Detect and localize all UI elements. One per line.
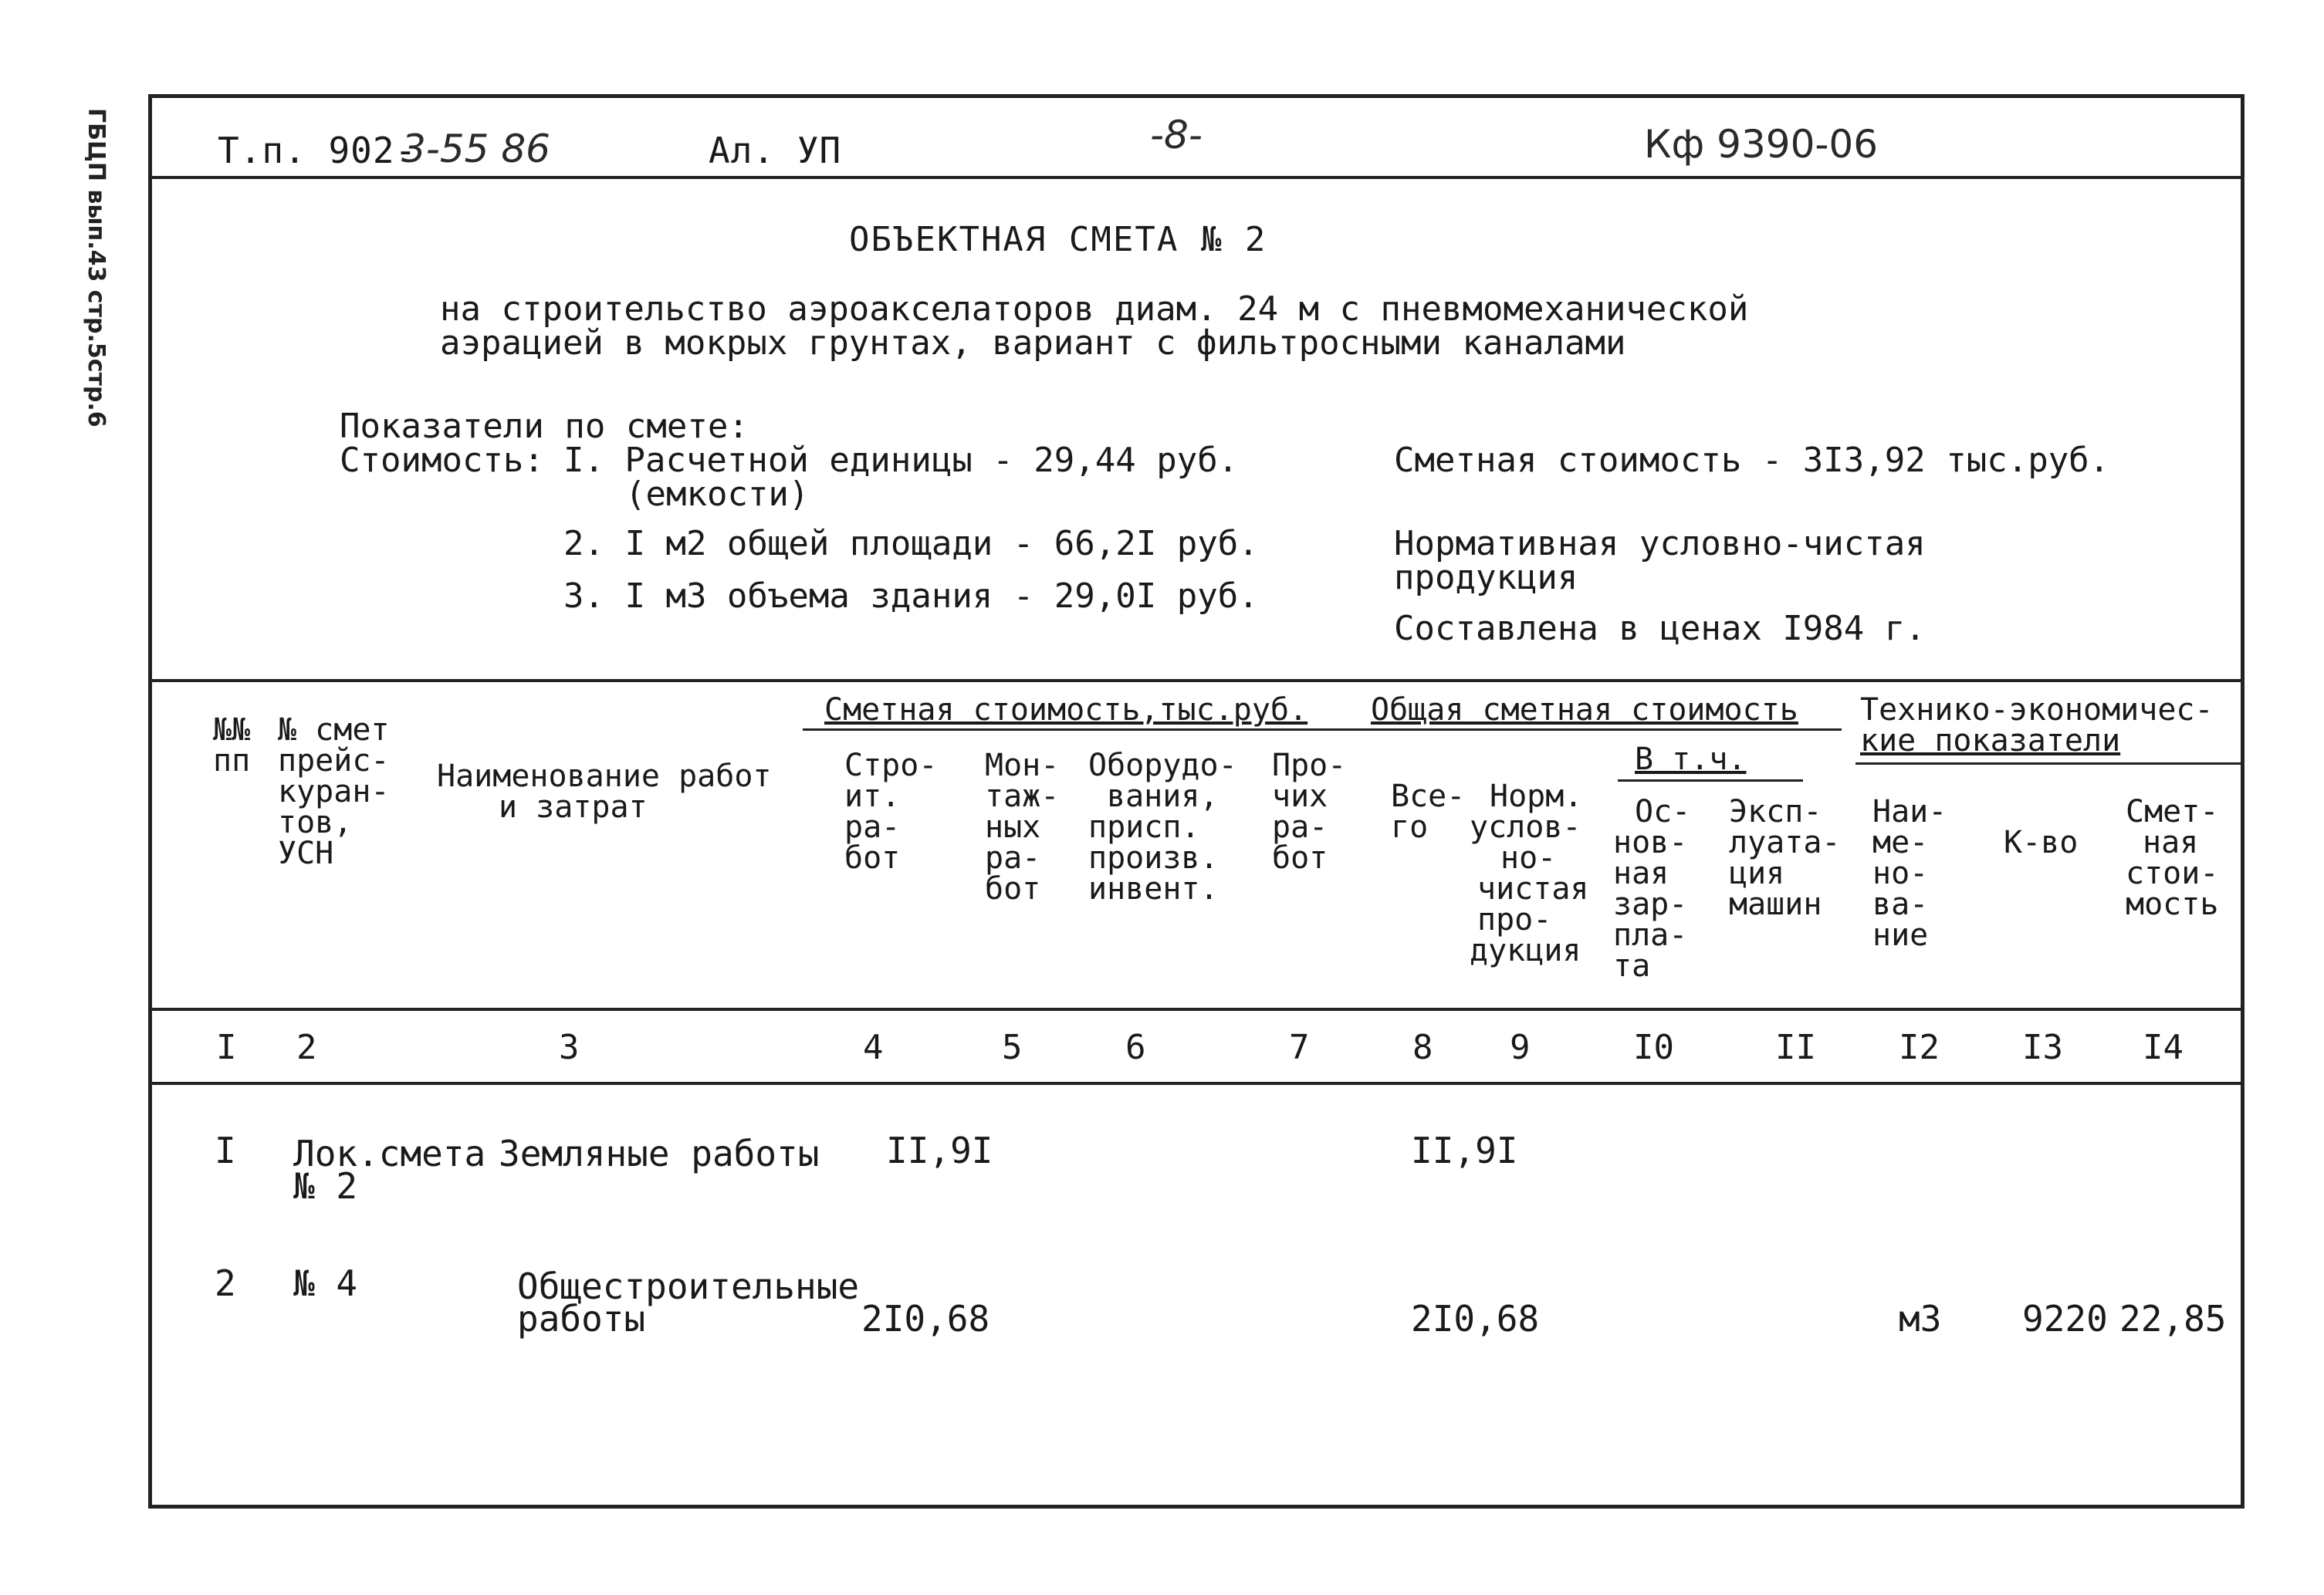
col10-head-6: та (1613, 948, 1651, 984)
col6-head-5: инвент. (1088, 871, 1219, 907)
estimate-cost: Сметная стоимость - 3I3,92 тыс.руб. (1394, 441, 2110, 480)
col8-head-2: го (1391, 809, 1429, 845)
col6-head-4: произв. (1088, 840, 1219, 876)
col9-head-3: но- (1500, 840, 1557, 876)
col10-head-3: ная (1613, 856, 1669, 891)
colnum-14: I4 (2143, 1028, 2184, 1067)
col4-head-3: ра- (844, 809, 901, 845)
col10-head-2: нов- (1613, 825, 1688, 860)
row1-ref-2: № 2 (293, 1165, 358, 1207)
prices-year: Составлена в ценах I984 г. (1394, 609, 1926, 648)
col8-head-1: Все- (1391, 779, 1466, 814)
page-title: ОБЪЕКТНАЯ СМЕТА № 2 (849, 220, 1267, 259)
row2-build: 2I0,68 (861, 1298, 990, 1340)
col3-head-1: Наименование работ (437, 759, 772, 794)
colnum-bottom-border (151, 1082, 2243, 1085)
normative-line1: Нормативная условно-чистая (1394, 524, 1926, 563)
row1-name-1: Земляные работы (499, 1133, 820, 1174)
row2-num: 2 (215, 1262, 236, 1304)
row2-name-1: Общестроительные (517, 1266, 860, 1307)
group-tech-1: Технико-экономичес- (1860, 692, 2214, 728)
indicator-item1: I. Расчетной единицы - 29,44 руб. (563, 441, 1239, 480)
colnum-11: II (1775, 1028, 1816, 1067)
album-label: Ал. УП (709, 130, 842, 171)
row1-build: II,9I (886, 1130, 993, 1171)
row2-total: 2I0,68 (1411, 1298, 1540, 1340)
col9-head-6: дукция (1470, 933, 1581, 968)
col11-head-4: машин (1729, 887, 1822, 922)
col12-head-1: Наи- (1872, 794, 1947, 830)
col5-head-3: ных (985, 809, 1041, 845)
including-underline (1618, 779, 1803, 782)
col12-head-4: ва- (1872, 887, 1929, 922)
col11-head-3: ция (1729, 856, 1785, 891)
col6-head-3: присп. (1088, 809, 1200, 845)
row2-cost: 22,85 (2119, 1298, 2227, 1340)
row2-qty: 9220 (2022, 1298, 2108, 1340)
tp-handwritten: 3-55 86 (401, 127, 550, 171)
colnum-8: 8 (1412, 1028, 1433, 1067)
row1-ref-1: Лок.смета (293, 1133, 486, 1174)
col7-head-4: бот (1272, 840, 1328, 876)
col11-head-1: Эксп- (1729, 794, 1822, 830)
col9-head-4: чистая (1477, 871, 1589, 907)
subtitle-line2: аэрацией в мокрых грунтах, вариант с фильтросными каналами (440, 323, 1626, 363)
col14-head-1: Смет- (2126, 794, 2219, 830)
col10-head-5: пла- (1613, 917, 1688, 953)
col5-head-2: таж- (985, 779, 1060, 814)
cost-label: Стоимость: (340, 441, 544, 480)
col12-head-3: но- (1872, 856, 1929, 891)
colnum-3: 3 (559, 1028, 580, 1067)
including-label: В т.ч. (1635, 742, 1747, 777)
col6-head-1: Оборудо- (1088, 748, 1237, 783)
colnum-6: 6 (1125, 1028, 1146, 1067)
colnum-10: I0 (1633, 1028, 1674, 1067)
col4-head-2: ит. (844, 779, 901, 814)
colnum-2: 2 (296, 1028, 317, 1067)
col7-head-1: Про- (1272, 748, 1347, 783)
col3-head-2: и затрат (499, 789, 648, 825)
indicator-item2: 2. I м2 общей площади - 66,2I руб. (563, 524, 1259, 563)
col2-head-5: УСН (278, 836, 334, 871)
group-estimate-cost: Сметная стоимость,тыс.руб. (824, 692, 1308, 728)
col5-head-5: бот (985, 871, 1041, 907)
page-number: -8- (1150, 113, 1203, 157)
col2-head-4: тов, (278, 805, 353, 840)
tech-underline (1855, 762, 2243, 765)
side-note: ГБЦП вып.43 стр.5стр.6 (83, 108, 110, 427)
col12-head-5: ние (1872, 917, 1929, 953)
col7-head-2: чих (1272, 779, 1328, 814)
row2-name-2: работы (517, 1298, 646, 1340)
col14-head-3: стои- (2126, 856, 2219, 891)
col9-head-1: Норм. (1490, 779, 1583, 814)
colnum-7: 7 (1289, 1028, 1310, 1067)
col14-head-2: ная (2143, 825, 2199, 860)
col12-head-2: ме- (1872, 825, 1929, 860)
subtitle-line1: на строительство аэроакселаторов диам. 24 м с пневмомеханической (440, 289, 1749, 329)
col10-head-4: зар- (1613, 887, 1688, 922)
row2-ref-1: № 4 (293, 1262, 358, 1304)
indicators-heading: Показатели по смете: (340, 407, 749, 446)
colnum-5: 5 (1002, 1028, 1023, 1067)
col4-head-4: бот (844, 840, 901, 876)
colnum-1: I (216, 1028, 237, 1067)
col7-head-3: ра- (1272, 809, 1328, 845)
indicator-item3: 3. I м3 объема здания - 29,0I руб. (563, 576, 1259, 616)
col6-head-2: вания, (1107, 779, 1219, 814)
group-underline (803, 728, 1842, 731)
col13-head-1: К-во (2004, 825, 2079, 860)
col10-head-1: Ос- (1635, 794, 1691, 830)
row1-num: I (215, 1130, 236, 1171)
col2-head-1: № смет (278, 712, 390, 748)
group-tech-2: кие показатели (1860, 723, 2121, 759)
col9-head-2: услов- (1470, 809, 1581, 845)
col11-head-2: луата- (1729, 825, 1841, 860)
normative-line2: продукция (1394, 558, 1578, 597)
header-bottom-border (151, 1008, 2243, 1011)
colnum-12: I2 (1899, 1028, 1940, 1067)
colnum-4: 4 (863, 1028, 884, 1067)
row1-total: II,9I (1411, 1130, 1518, 1171)
document-code: Кф 9390-06 (1644, 122, 1879, 167)
col1-head-2: пп (213, 743, 251, 779)
col2-head-2: прейс- (278, 743, 390, 779)
row2-unit: м3 (1899, 1298, 1942, 1340)
colnum-13: I3 (2022, 1028, 2063, 1067)
col4-head-1: Стро- (844, 748, 938, 783)
col9-head-5: про- (1477, 902, 1552, 938)
col1-head-1: №№ (213, 712, 251, 748)
col5-head-1: Мон- (985, 748, 1060, 783)
header-divider (151, 176, 2243, 179)
tp-label: Т.п. 902- (218, 130, 418, 171)
indicator-item1-note: (емкости) (625, 475, 810, 514)
colnum-9: 9 (1510, 1028, 1531, 1067)
group-total-cost: Общая сметная стоимость (1371, 692, 1798, 728)
col2-head-3: куран- (278, 774, 390, 809)
col14-head-4: мость (2126, 887, 2219, 922)
table-top-border (151, 679, 2243, 682)
col5-head-4: ра- (985, 840, 1041, 876)
